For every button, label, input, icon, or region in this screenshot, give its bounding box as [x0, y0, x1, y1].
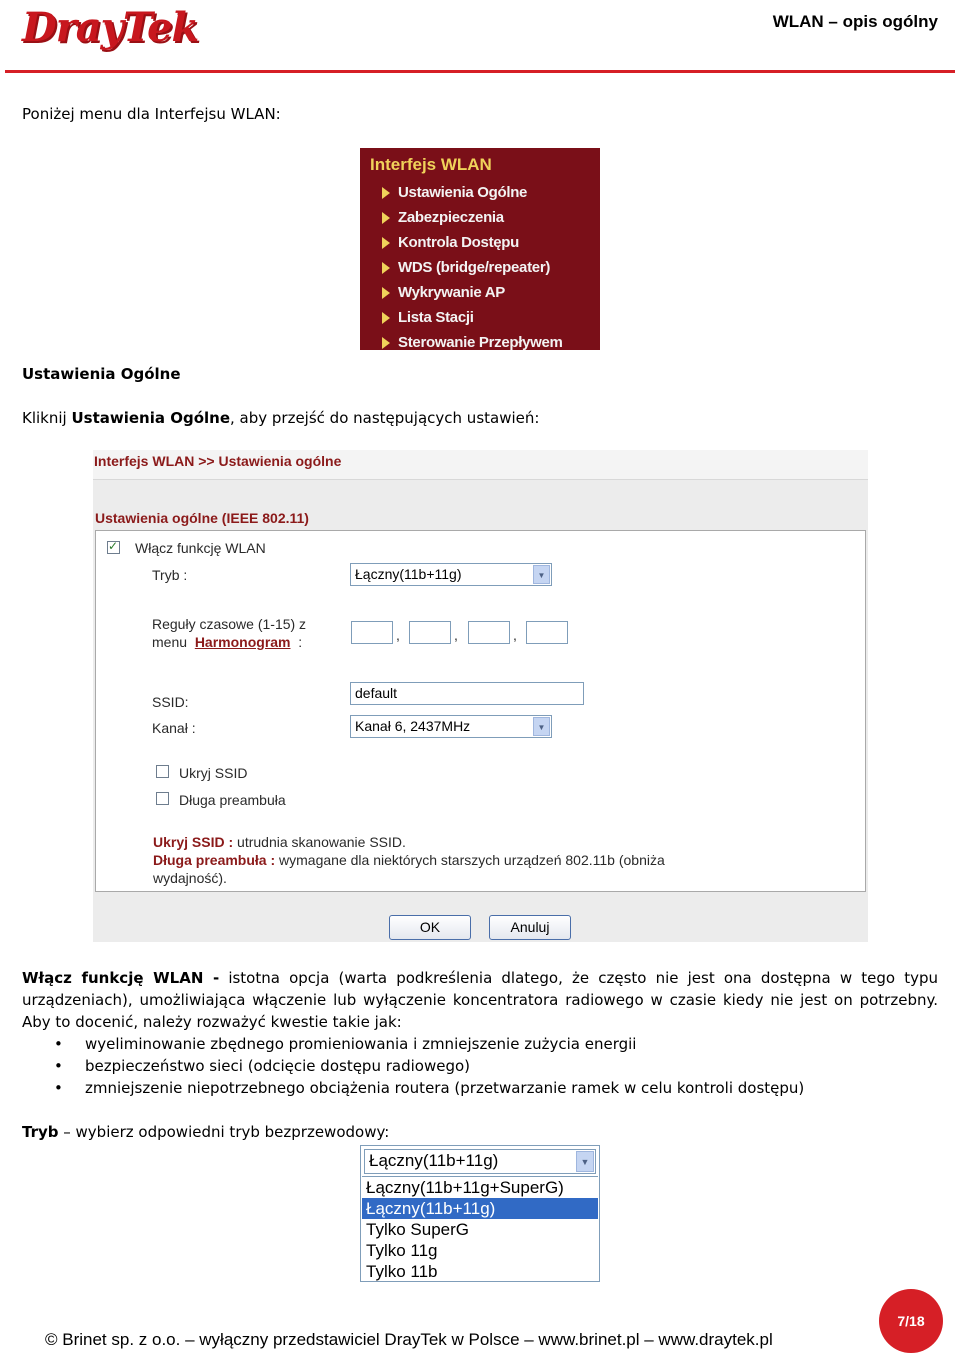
menu-item-label: Sterowanie Przepływem — [398, 334, 563, 351]
click-instruction-bold: Ustawienia Ogólne — [71, 409, 230, 427]
arrow-right-icon — [382, 337, 390, 349]
draytek-logo: DrayTek — [22, 4, 199, 51]
enable-wlan-paragraph-bold: Włącz funkcję WLAN - — [22, 969, 220, 987]
ssid-input[interactable]: default — [350, 682, 584, 705]
mode-option[interactable]: Tylko SuperG — [366, 1220, 469, 1239]
mode-paragraph-bold: Tryb — [22, 1123, 59, 1141]
menu-item-wds[interactable] — [370, 255, 600, 280]
list-item: • zmniejszenie niepotrzebnego obciążenia routera (przetwarzanie ramek w celu kontroli dostępu) — [54, 1079, 805, 1097]
enable-wlan-paragraph-text: istotna opcja (warta podkreślenia dlatego, że często nie jest ona dostępna w tego typu urządzeniach), umożliwiająca włączenie lub wyłączenie koncentratora radiowego w czasie kiedy nie jest on potrzebny. Aby to docenić, należy rozważyć kwestie takie jak: — [22, 969, 938, 1031]
page-header-title: WLAN – opis ogólny — [772, 12, 938, 31]
section-title: Ustawienia Ogólne — [22, 365, 181, 383]
mode-option[interactable]: Łączny(11b+11g+SuperG) — [366, 1178, 564, 1197]
list-item: • bezpieczeństwo sieci (odcięcie dostępu radiowego) — [54, 1057, 470, 1075]
menu-item-label: Kontrola Dostępu — [398, 234, 520, 251]
mode-dropdown-select[interactable] — [364, 1149, 596, 1174]
mode-label: Tryb : — [152, 567, 188, 583]
breadcrumb: Interfejs WLAN >> Ustawienia ogólne — [93, 450, 868, 480]
menu-item-access-control[interactable] — [370, 230, 600, 255]
schedule-colon: : — [298, 634, 303, 650]
enable-wlan-paragraph — [22, 967, 938, 1033]
settings-box — [95, 530, 866, 892]
channel-label: Kanał : — [152, 720, 196, 736]
chevron-down-icon: ▼ — [533, 565, 550, 584]
mode-dropdown — [360, 1145, 600, 1282]
hide-ssid-note — [153, 833, 406, 851]
hide-ssid-label: Ukryj SSID — [179, 765, 248, 781]
arrow-right-icon — [382, 287, 390, 299]
channel-select[interactable] — [350, 715, 552, 738]
arrow-right-icon — [382, 212, 390, 224]
chevron-down-icon: ▼ — [576, 1151, 594, 1172]
list-item-text: zmniejszenie niepotrzebnego obciążenia routera (przetwarzanie ramek w celu kontroli dostępu) — [85, 1079, 805, 1097]
long-preamble-note-text: wymagane dla niektórych starszych urządzeń 802.11b (obniża — [275, 852, 665, 868]
list-item: • wyeliminowanie zbędnego promieniowania i zmniejszenie zużycia energii — [54, 1035, 637, 1053]
settings-box-title: Ustawienia ogólne (IEEE 802.11) — [95, 510, 309, 526]
header-divider — [5, 70, 955, 73]
schedule-separator: , — [396, 627, 400, 643]
arrow-right-icon — [382, 262, 390, 274]
mode-paragraph-text: – wybierz odpowiedni tryb bezprzewodowy: — [58, 1123, 390, 1141]
schedule-label: Reguły czasowe (1-15) z — [152, 616, 307, 632]
list-item-text: bezpieczeństwo sieci (odcięcie dostępu radiowego) — [85, 1057, 470, 1075]
schedule-input-2[interactable] — [409, 621, 451, 644]
wlan-menu — [360, 148, 600, 350]
schedule-input-4[interactable] — [526, 621, 568, 644]
menu-item-ap-discovery[interactable] — [370, 280, 600, 305]
menu-item-label: Ustawienia Ogólne — [398, 184, 528, 201]
wlan-menu-title: Interfejs WLAN — [370, 155, 492, 174]
long-preamble-note-cont: wydajność). — [153, 870, 227, 886]
schedule-input-1[interactable] — [351, 621, 393, 644]
footer-text: © Brinet sp. z o.o. – wyłączny przedstawiciel DrayTek w Polsce – www.brinet.pl – www.draytek.pl — [45, 1330, 773, 1349]
general-settings-panel — [93, 450, 868, 942]
arrow-right-icon — [382, 312, 390, 324]
hide-ssid-checkbox[interactable] — [156, 765, 169, 778]
menu-item-label: Wykrywanie AP — [398, 284, 505, 301]
mode-option-selected[interactable]: Łączny(11b+11g) — [362, 1198, 598, 1219]
click-instruction-pre: Kliknij — [22, 409, 72, 427]
menu-item-flow-control[interactable] — [370, 330, 600, 355]
schedule-input-3[interactable] — [468, 621, 510, 644]
schedule-separator: , — [513, 627, 517, 643]
page-number-badge: 7/18 — [879, 1289, 943, 1353]
long-preamble-checkbox[interactable] — [156, 792, 169, 805]
menu-item-label: Lista Stacji — [398, 309, 474, 326]
ssid-label: SSID: — [152, 694, 189, 710]
menu-item-security[interactable] — [370, 205, 600, 230]
long-preamble-label: Długa preambuła — [179, 792, 286, 808]
enable-wlan-label: Włącz funkcję WLAN — [135, 540, 266, 556]
list-item-text: wyeliminowanie zbędnego promieniowania i zmniejszenie zużycia energii — [85, 1035, 637, 1053]
menu-item-label: Zabezpieczenia — [398, 209, 504, 226]
long-preamble-note-key: Długa preambuła : — [153, 852, 276, 868]
mode-dropdown-list — [362, 1176, 598, 1282]
hide-ssid-note-text: utrudnia skanowanie SSID. — [233, 834, 406, 850]
click-instruction-post: , aby przejść do następujących ustawień: — [230, 409, 540, 427]
schedule-separator: , — [454, 627, 458, 643]
mode-paragraph — [22, 1121, 389, 1143]
mode-select-value: Łączny(11b+11g) — [355, 566, 462, 582]
schedule-link[interactable]: Harmonogram — [194, 634, 291, 650]
benefits-list — [22, 1033, 804, 1099]
menu-item-station-list[interactable] — [370, 305, 600, 330]
mode-select[interactable] — [350, 563, 552, 586]
click-instruction — [22, 407, 539, 429]
long-preamble-note — [153, 851, 665, 869]
arrow-right-icon — [382, 237, 390, 249]
mode-option[interactable]: Tylko 11b — [366, 1262, 438, 1281]
cancel-button[interactable]: Anuluj — [489, 915, 571, 940]
hide-ssid-note-key: Ukryj SSID : — [153, 834, 234, 850]
schedule-label-menu: menu — [152, 634, 188, 650]
chevron-down-icon: ▼ — [533, 717, 550, 736]
menu-item-general-settings[interactable] — [370, 180, 600, 205]
menu-item-label: WDS (bridge/repeater) — [398, 259, 551, 276]
mode-option[interactable]: Tylko 11g — [366, 1241, 438, 1260]
schedule-label-line2 — [152, 634, 302, 650]
arrow-right-icon — [382, 187, 390, 199]
intro-text: Poniżej menu dla Interfejsu WLAN: — [22, 105, 281, 123]
mode-dropdown-value: Łączny(11b+11g) — [369, 1151, 499, 1170]
enable-wlan-checkbox[interactable] — [107, 541, 120, 554]
channel-select-value: Kanał 6, 2437MHz — [355, 718, 471, 734]
ok-button[interactable]: OK — [389, 915, 471, 940]
